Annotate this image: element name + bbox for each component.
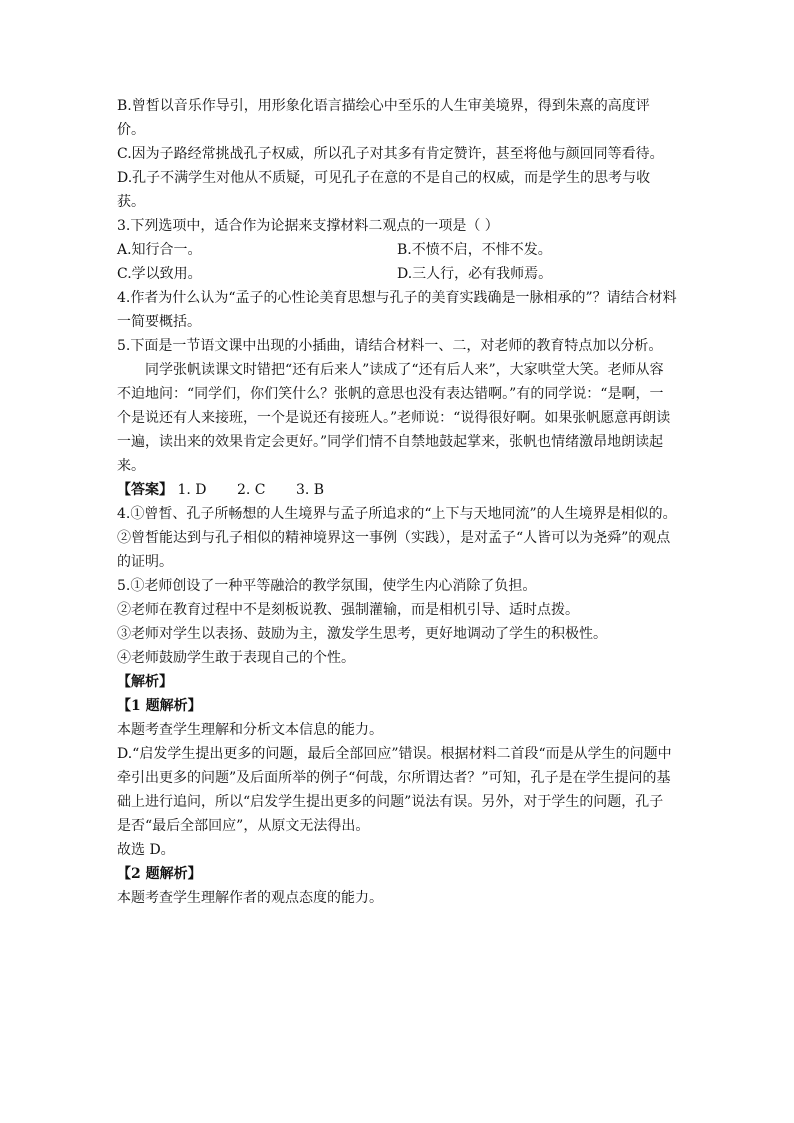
question-2-option-c: C.因为子路经常挑战孔子权威，所以孔子对其多有肯定赞许，甚至将他与颜回同等看待。 — [117, 146, 664, 162]
question-5-passage: 同学张帆读课文时错把“还有后来人”读成了“还有后人来”，大家哄堂大笑。老师从容不迫地问：“同学们，你们笑什么？张帆的意思也没有表达错啊。”有的同学说：“是啊，一个是说还有人来接班，一个是说还有接班人。”老师说：“说得很好啊。如果张帆愿意再朗读一遍，读出来的效果肯定会更好。”同学们情不自禁地鼓起掌来，张帆也情绪激昂地朗读起来。 — [117, 362, 671, 474]
question-2-option-b: B.曾皙以音乐作导引，用形象化语言描绘心中至乐的人生审美境界，得到朱熹的高度评价。 — [117, 98, 650, 138]
question-1-analysis-line: 本题考查学生理解和分析文本信息的能力。 — [117, 722, 383, 738]
answer-5-point-2: ②老师在教育过程中不是刻板说教、强制灌输，而是相机引导、适时点拨。 — [117, 602, 579, 618]
answer-5-point-3: ③老师对学生以表扬、鼓励为主，激发学生思考，更好地调动了学生的积极性。 — [117, 626, 607, 642]
answer-item: 1. D — [177, 482, 207, 498]
question-1-analysis-label: 【1 题解析】 — [117, 698, 202, 714]
question-3-options-row-1 — [117, 238, 677, 262]
question-2-analysis-line: 本题考查学生理解作者的观点态度的能力。 — [117, 890, 383, 906]
document-content — [117, 94, 677, 910]
answer-item: 2. C — [236, 482, 266, 498]
answer-label: 【答案】 — [117, 482, 173, 498]
question-3-stem: 3.下列选项中，适合作为论据来支撑材料二观点的一项是（ ） — [117, 218, 499, 234]
answer-line — [117, 478, 677, 502]
question-2-analysis-label: 【2 题解析】 — [117, 866, 202, 882]
question-3-option-d: D.三人行，必有我师焉。 — [397, 266, 553, 282]
question-4-stem: 4.作者为什么认为“孟子的心性论美育思想与孔子的美育实践确是一脉相承的”？请结合材料一简要概括。 — [117, 290, 677, 330]
question-3-option-a: A.知行合一。 — [117, 242, 202, 258]
question-2-option-d: D.孔子不满学生对他从不质疑，可见孔子在意的不是自己的权威，而是学生的思考与收获。 — [117, 170, 651, 210]
question-5-stem: 5.下面是一节语文课中出现的小插曲，请结合材料一、二，对老师的教育特点加以分析。 — [117, 338, 663, 354]
question-3-option-c: C.学以致用。 — [117, 266, 202, 282]
answer-4-point-2: ②曾皙能达到与孔子相似的精神境界这一事例（实践），是对孟子“人皆可以为尧舜”的观点的证明。 — [117, 530, 671, 570]
answer-5-point-1: 5.①老师创设了一种平等融洽的教学氛围，使学生内心消除了负担。 — [117, 578, 537, 594]
analysis-label: 【解析】 — [117, 674, 173, 690]
question-3-options-row-2 — [117, 262, 677, 286]
answer-item: 3. B — [295, 482, 325, 498]
question-1-analysis-line: 故选 D。 — [117, 842, 175, 858]
answer-5-point-4: ④老师鼓励学生敢于表现自己的个性。 — [117, 650, 355, 666]
answer-4-point-1: 4.①曾皙、孔子所畅想的人生境界与孟子所追求的“上下与天地同流”的人生境界是相似的。 — [117, 506, 677, 522]
question-3-option-b: B.不愤不启，不悱不发。 — [397, 242, 552, 258]
question-1-analysis-line: D.“启发学生提出更多的问题，最后全部回应”错误。根据材料二首段“而是从学生的问题中牵引出更多的问题”及后面所举的例子“何哉，尔所谓达者？”可知，孔子是在学生提问的基础上进行追问，所以“启发学生提出更多的问题”说法有误。另外，对于学生的问题，孔子是否“最后全部回应”，从原文无法得出。 — [117, 746, 672, 834]
